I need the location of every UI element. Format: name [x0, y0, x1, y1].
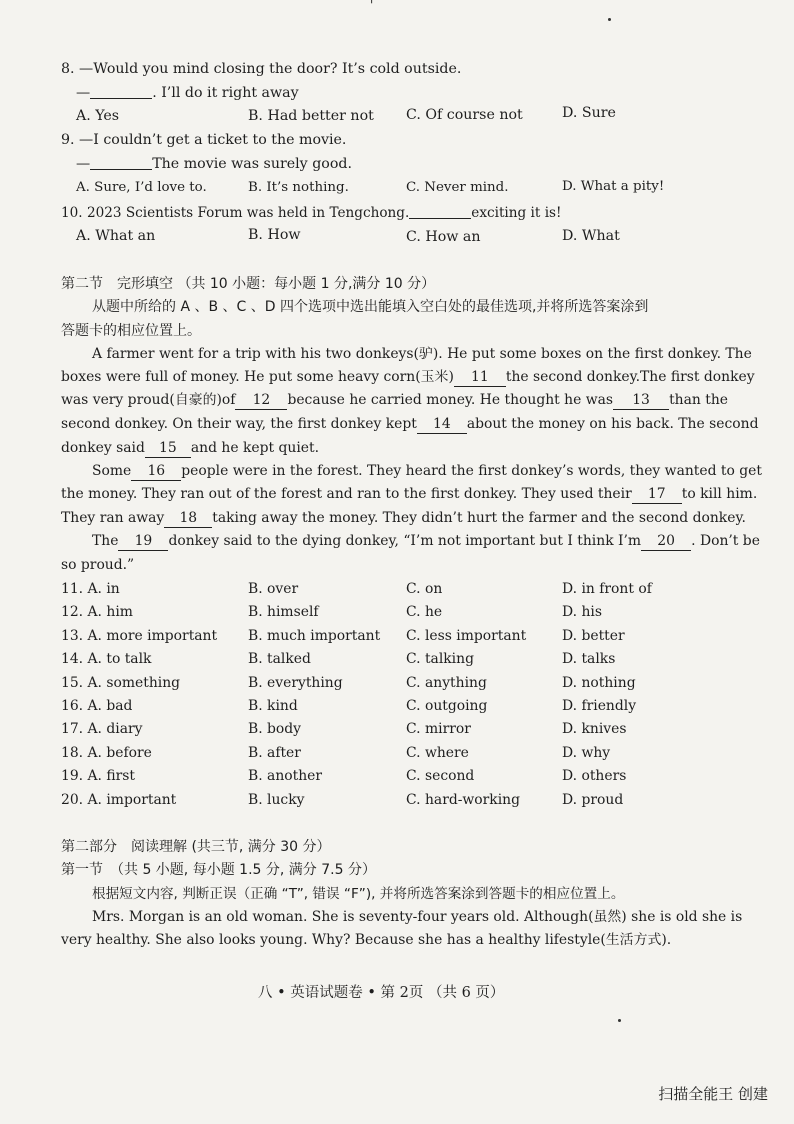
- passage-text: They ran away: [61, 510, 165, 526]
- cloze-option-18-b: B. after: [248, 744, 301, 761]
- q9-stem: 9. —I couldn’t get a ticket to the movie.: [61, 132, 347, 148]
- part2-instruction: 根据短文内容, 判断正误（正确 “T”, 错误 “F”), 并将所选答案涂到答题卡的相应位置上。: [92, 886, 625, 902]
- passage-text: donkey said: [61, 440, 145, 456]
- cloze-option-17-d: D. knives: [562, 721, 627, 738]
- passage-text: second donkey. On their way, the first donkey kept: [61, 416, 417, 432]
- passage-text: to kill him.: [681, 486, 758, 502]
- blank-12[interactable]: 12: [235, 391, 287, 410]
- cloze-option-17-a: 17. A. diary: [61, 721, 143, 738]
- part2-subtitle: 第一节 （共 5 小题, 每小题 1.5 分, 满分 7.5 分）: [61, 862, 376, 878]
- q10-option-b: B. How: [248, 227, 301, 243]
- passage-line-7: [61, 485, 757, 504]
- passage-text: The: [92, 533, 119, 549]
- q9-option-d: D. What a pity!: [562, 179, 665, 194]
- passage-text: donkey said to the dying donkey, “I’m not important but I think I’m: [168, 533, 642, 549]
- passage-line-8: [61, 509, 746, 528]
- cloze-option-16-b: B. kind: [248, 698, 298, 714]
- blank-15[interactable]: 15: [145, 439, 191, 458]
- passage-text: was very proud(自豪的)of: [61, 392, 236, 408]
- q10-answer-blank[interactable]: [409, 204, 471, 219]
- passage-text: because he carried money. He thought he was: [287, 392, 614, 408]
- cloze-option-12-b: B. himself: [248, 604, 319, 621]
- q9-reply: [76, 155, 352, 173]
- passage-text: Some: [92, 463, 132, 479]
- q8-option-d: D. Sure: [562, 105, 616, 121]
- passage-line-5: [61, 439, 319, 458]
- cloze-option-12-c: C. he: [406, 604, 443, 621]
- passage-line-1: A farmer went for a trip with his two donkeys(驴). He put some boxes on the first donkey. The: [92, 346, 752, 362]
- blank-18[interactable]: 18: [164, 509, 212, 528]
- scan-speck: [618, 1019, 621, 1022]
- cloze-option-16-c: C. outgoing: [406, 698, 488, 714]
- cloze-option-15-b: B. everything: [248, 674, 343, 691]
- blank-19[interactable]: 19: [118, 532, 168, 551]
- q8-stem: 8. —Would you mind closing the door? It’s cold outside.: [61, 61, 462, 77]
- cloze-option-16-a: 16. A. bad: [61, 698, 133, 714]
- page-top-mark: ': [370, 0, 374, 12]
- cloze-option-20-b: B. lucky: [248, 791, 305, 808]
- page-footer: 八 • 英语试题卷 • 第 2页 （共 6 页）: [258, 985, 505, 1001]
- q10-option-c: C. How an: [406, 229, 481, 245]
- passage-text: than the: [669, 392, 728, 408]
- cloze-option-14-b: B. talked: [248, 651, 311, 668]
- blank-14[interactable]: 14: [417, 415, 467, 434]
- blank-13[interactable]: 13: [613, 391, 669, 410]
- passage-text: the second donkey.The first donkey: [505, 369, 755, 385]
- cloze-option-13-c: C. less important: [406, 627, 527, 644]
- cloze-option-12-d: D. his: [562, 604, 602, 621]
- cloze-option-11-a: 11. A. in: [61, 581, 120, 597]
- q8-option-a: A. Yes: [76, 108, 120, 124]
- cloze-option-18-a: 18. A. before: [61, 744, 152, 761]
- passage-text: . Don’t be: [691, 533, 760, 549]
- passage-line-9: [92, 532, 760, 551]
- cloze-option-14-d: D. talks: [562, 651, 616, 668]
- cloze-option-13-a: 13. A. more important: [61, 627, 218, 644]
- q9-answer-blank[interactable]: [90, 155, 152, 170]
- passage-text: boxes were full of money. He put some heavy corn(玉米): [61, 369, 454, 385]
- cloze-option-15-a: 15. A. something: [61, 674, 181, 691]
- cloze-option-11-c: C. on: [406, 581, 443, 597]
- passage-text: and he kept quiet.: [190, 440, 320, 456]
- q10-option-a: A. What an: [76, 228, 156, 244]
- section2-instruction-2: 答题卡的相应位置上。: [61, 323, 201, 339]
- blank-11[interactable]: 11: [454, 368, 506, 387]
- passage-line-2: [61, 368, 755, 387]
- q9-option-b: B. It’s nothing.: [248, 180, 349, 195]
- scan-speck: [608, 18, 611, 21]
- cloze-option-11-d: D. in front of: [562, 581, 652, 597]
- q9-option-c: C. Never mind.: [406, 180, 509, 195]
- q8-reply-prefix: —: [76, 85, 91, 101]
- q8-option-c: C. Of course not: [406, 107, 523, 123]
- q8-reply: [76, 84, 299, 102]
- passage-text: the money. They ran out of the forest and ran to the first donkey. They used their: [61, 486, 632, 502]
- q9-option-a: A. Sure, I’d love to.: [76, 180, 207, 195]
- q8-option-b: B. Had better not: [248, 108, 374, 124]
- q10-stem-after: exciting it is!: [471, 205, 562, 221]
- q9-reply-suffix: The movie was surely good.: [152, 156, 352, 172]
- q10-option-d: D. What: [562, 228, 620, 244]
- cloze-option-18-c: C. where: [406, 744, 469, 761]
- q9-reply-prefix: —: [76, 156, 91, 172]
- scanner-watermark: 扫描全能王 创建: [658, 1085, 768, 1103]
- cloze-option-13-b: B. much important: [248, 627, 381, 644]
- cloze-option-19-c: C. second: [406, 768, 475, 785]
- passage-text: people were in the forest. They heard the first donkey’s words, they wanted to get: [181, 463, 762, 479]
- cloze-option-14-c: C. talking: [406, 651, 474, 668]
- cloze-option-19-a: 19. A. first: [61, 768, 135, 785]
- cloze-option-11-b: B. over: [248, 581, 299, 597]
- cloze-option-18-d: D. why: [562, 744, 611, 761]
- passage-text: about the money on his back. The second: [466, 416, 759, 432]
- passage-line-6: [92, 462, 762, 481]
- passage-text: taking away the money. They didn’t hurt the farmer and the second donkey.: [212, 510, 746, 526]
- q8-reply-suffix: . I’ll do it right away: [152, 85, 299, 101]
- blank-16[interactable]: 16: [131, 462, 181, 481]
- cloze-option-19-d: D. others: [562, 768, 627, 785]
- cloze-option-20-d: D. proud: [562, 791, 624, 808]
- section2-instruction-1: 从题中所给的 A 、B 、C 、D 四个选项中选出能填入空白处的最佳选项,并将所选答案涂到: [92, 299, 649, 315]
- part2-title: 第二部分 阅读理解 (共三节, 满分 30 分）: [61, 839, 331, 855]
- passage-line-4: [61, 415, 758, 434]
- cloze-option-16-d: D. friendly: [562, 698, 637, 714]
- cloze-option-19-b: B. another: [248, 768, 323, 785]
- q10-stem-before: 10. 2023 Scientists Forum was held in Tengchong.: [61, 205, 410, 221]
- cloze-option-17-c: C. mirror: [406, 721, 471, 738]
- cloze-option-13-d: D. better: [562, 627, 625, 644]
- blank-17[interactable]: 17: [632, 485, 682, 504]
- blank-20[interactable]: 20: [641, 532, 691, 551]
- reading-line-2: very healthy. She also looks young. Why? Because she has a healthy lifestyle(生活方式).: [61, 932, 672, 948]
- passage-line-3: [61, 391, 728, 410]
- passage-line-10: so proud.”: [61, 557, 135, 573]
- cloze-option-15-d: D. nothing: [562, 674, 636, 691]
- cloze-option-14-a: 14. A. to talk: [61, 651, 152, 668]
- cloze-option-20-a: 20. A. important: [61, 791, 177, 808]
- cloze-option-12-a: 12. A. him: [61, 604, 133, 621]
- section2-title: 第二节 完形填空 （共 10 小题：每小题 1 分,满分 10 分）: [61, 276, 436, 292]
- cloze-option-17-b: B. body: [248, 721, 302, 738]
- cloze-option-20-c: C. hard-working: [406, 791, 521, 808]
- q10-stem: [61, 204, 561, 222]
- reading-line-1: Mrs. Morgan is an old woman. She is seventy-four years old. Although(虽然) she is old she is: [92, 909, 743, 925]
- cloze-option-15-c: C. anything: [406, 674, 487, 691]
- q8-answer-blank[interactable]: [90, 84, 152, 99]
